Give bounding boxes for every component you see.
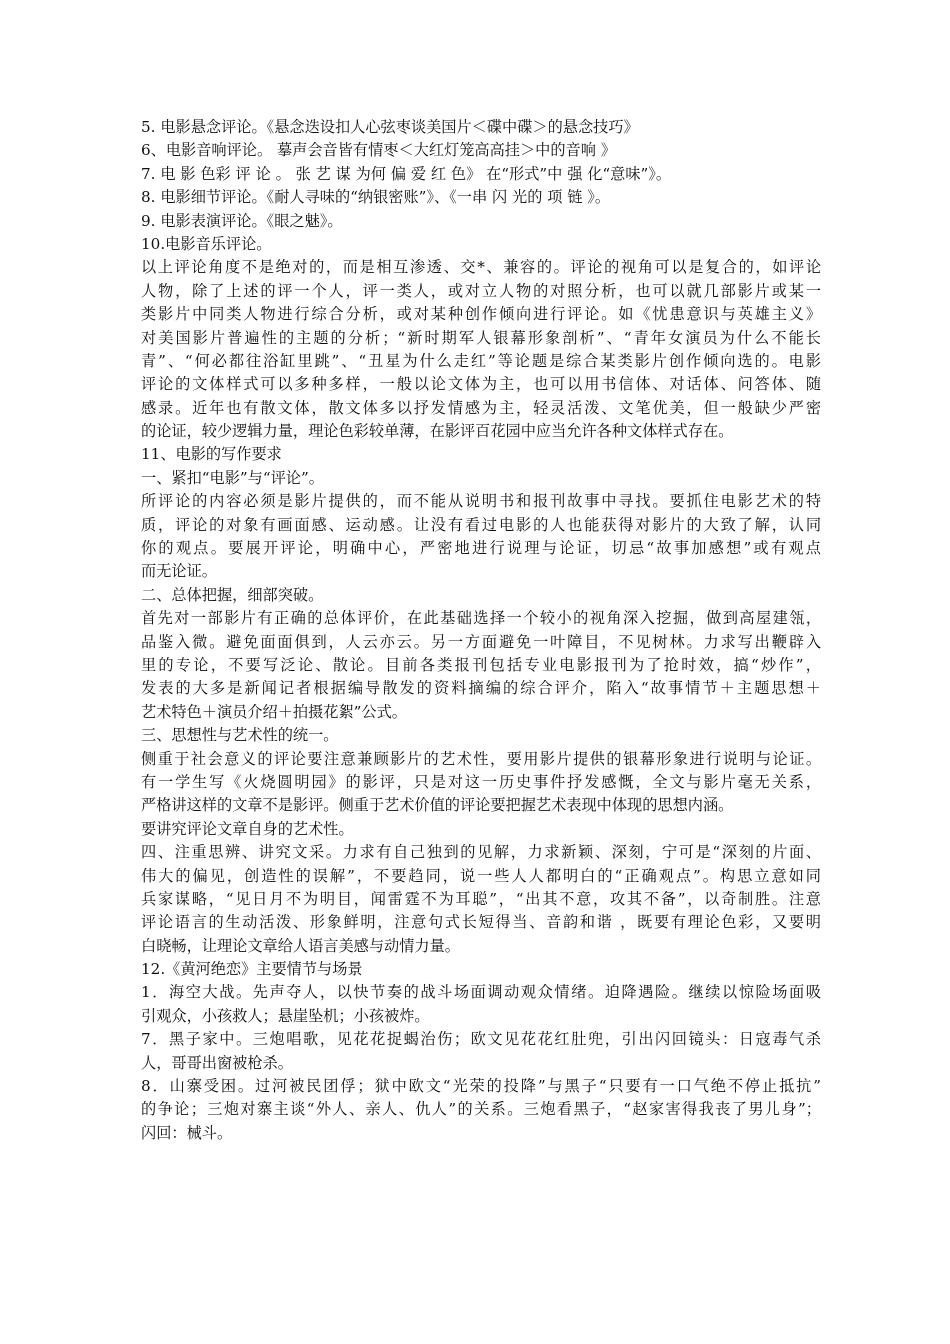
- text-line: 白晓畅，让理论文章给人语言美感与动情力量。: [141, 936, 460, 955]
- text-line: 二、总体把握，细部突破。: [141, 585, 324, 604]
- text-line: 伟大的偏见，创造性的误解”，不要趋同，说一些人人都明白的“正确观点”。构思立意如同: [141, 866, 821, 885]
- text-line: 质，评论的对象有画面感、运动感。让没有看过电影的人也能获得对影片的大致了解，认同: [141, 515, 821, 534]
- text-line: 发表的大多是新闻记者根据编导散发的资料摘编的综合评介，陷入“故事情节＋主题思想＋: [141, 679, 821, 698]
- text-line: 要讲究评论文章自身的艺术性。: [141, 819, 354, 838]
- text-line: 10.电影音乐评论。: [141, 234, 272, 253]
- text-line: 9. 电影表演评论。《眼之魅》。: [141, 211, 343, 230]
- text-line: 青”、“何必都往浴缸里跳”、“丑星为什么走红”等论题是综合某类影片创作倾向选的。电影: [141, 351, 821, 370]
- text-line: 三、思想性与艺术性的统一。: [141, 726, 339, 745]
- text-line: 5. 电影悬念评论。《悬念迭设扣人心弦枣谈美国片＜碟中碟＞的悬念技巧》: [141, 118, 639, 136]
- text-line: 品鉴入微。避免面面俱到，人云亦云。另一方面避免一叶障目，不见树林。力求写出鞭辟入: [141, 632, 821, 651]
- text-line: 7．黑子家中。三炮唱歌，见花花捉蝎治伤；欧文见花花红肚兜，引出闪回镜头：日寇毒气杀: [141, 1030, 821, 1049]
- text-line: 你的观点。要展开评论，明确中心，严密地进行说理与论证，切忌“故事加感想”或有观点: [141, 539, 821, 558]
- text-line: 1．海空大战。先声夺人，以快节奏的战斗场面调动观众情绪。迫降遇险。继续以惊险场面吸: [141, 983, 821, 1002]
- text-line: 以上评论角度不是绝对的，而是相互渗透、交*、兼容的。评论的视角可以是复合的，如评论: [141, 258, 821, 277]
- text-line: 严格讲这样的文章不是影评。侧重于艺术价值的评论要把握艺术表现中体现的思想内涵。: [141, 796, 734, 815]
- text-line: 首先对一部影片有正确的总体评价，在此基础选择一个较小的视角深入挖掘，做到高屋建瓴，: [141, 609, 821, 628]
- text-line: 有一学生写《火烧圆明园》的影评，只是对这一历史事件抒发感慨，全文与影片毫无关系，: [141, 772, 821, 791]
- text-line: 里的专论，不要写泛论、散论。目前各类报刊包括专业电影报刊为了抢时效，搞“炒作”，: [141, 655, 821, 674]
- text-line: 一、紧扣“电影”与“评论”。: [141, 468, 324, 487]
- text-line: 12.《黄河绝恋》主要情节与场景: [141, 960, 363, 979]
- text-line: 感录。近年也有散文体，散文体多以抒发情感为主，轻灵活泼、文笔优美，但一般缺少严密: [141, 398, 821, 417]
- text-line: 兵家谋略，“见日月不为明目，闻雷霆不为耳聪”，“出其不意，攻其不备”，以奇制胜。注意: [141, 889, 821, 908]
- text-line: 类影片中同类人物进行综合分析，或对某种创作倾向进行评论。如《忧患意识与英雄主义》: [141, 305, 821, 324]
- text-line: 8．山寨受困。过河被民团俘；狱中欧文“光荣的投降”与黑子“只要有一口气绝不停止抵抗”: [141, 1077, 821, 1096]
- text-line: 而无论证。: [141, 562, 217, 581]
- text-line: 人，哥哥出窗被枪杀。: [141, 1053, 293, 1072]
- text-line: 评论的文体样式可以多种多样，一般以论文体为主，也可以用书信体、对话体、问答体、随: [141, 375, 821, 394]
- text-line: 的争论；三炮对寨主谈“外人、亲人、仇人”的关系。三炮看黑子，“赵家害得我丧了男儿身”；: [141, 1100, 821, 1119]
- text-line: 侧重于社会意义的评论要注意兼顾影片的艺术性，要用影片提供的银幕形象进行说明与论证。: [141, 749, 821, 768]
- text-line: 所评论的内容必须是影片提供的，而不能从说明书和报刊故事中寻找。要抓住电影艺术的特: [141, 492, 821, 511]
- text-line: 四、注重思辨、讲究文采。力求有自己独到的见解，力求新颖、深刻，宁可是“深刻的片面、: [141, 843, 821, 862]
- text-line: 评论语言的生动活泼、形象鲜明，注意句式长短得当、音韵和谐 ，既要有理论色彩，又要明: [141, 913, 821, 932]
- text-line: 闪回：械斗。: [141, 1123, 233, 1142]
- text-line: 的论证，较少逻辑力量，理论色彩较单薄，在影评百花园中应当允许各种文体样式存在。: [141, 422, 734, 441]
- text-line: 对美国影片普遍性的主题的分析；“新时期军人银幕形象剖析”、“青年女演员为什么不能长: [141, 328, 821, 347]
- document-body: [141, 116, 821, 1145]
- text-line: 11、电影的写作要求: [141, 445, 282, 464]
- text-line: 8. 电影细节评论。《耐人寻味的“纳银密账”》、《一串 闪 光的 项 链 》。: [141, 188, 611, 207]
- text-line: 6、电影音响评论。 摹声会音皆有情枣＜大红灯笼高高挂＞中的音响 》: [141, 141, 616, 160]
- text-line: 人物，除了上述的评一个人，评一类人，或对立人物的对照分析，也可以就几部影片或某一: [141, 281, 821, 300]
- text-line: 引观众，小孩救人；悬崖坠机；小孩被炸。: [141, 1006, 430, 1025]
- text-line: 艺术特色＋演员介绍＋拍摄花絮”公式。: [141, 702, 407, 721]
- text-line: 7. 电 影 色彩 评 论 。 张 艺 谋 为何 偏 爱 红 色》 在“形式”中 强 化“意味”》。: [141, 164, 672, 183]
